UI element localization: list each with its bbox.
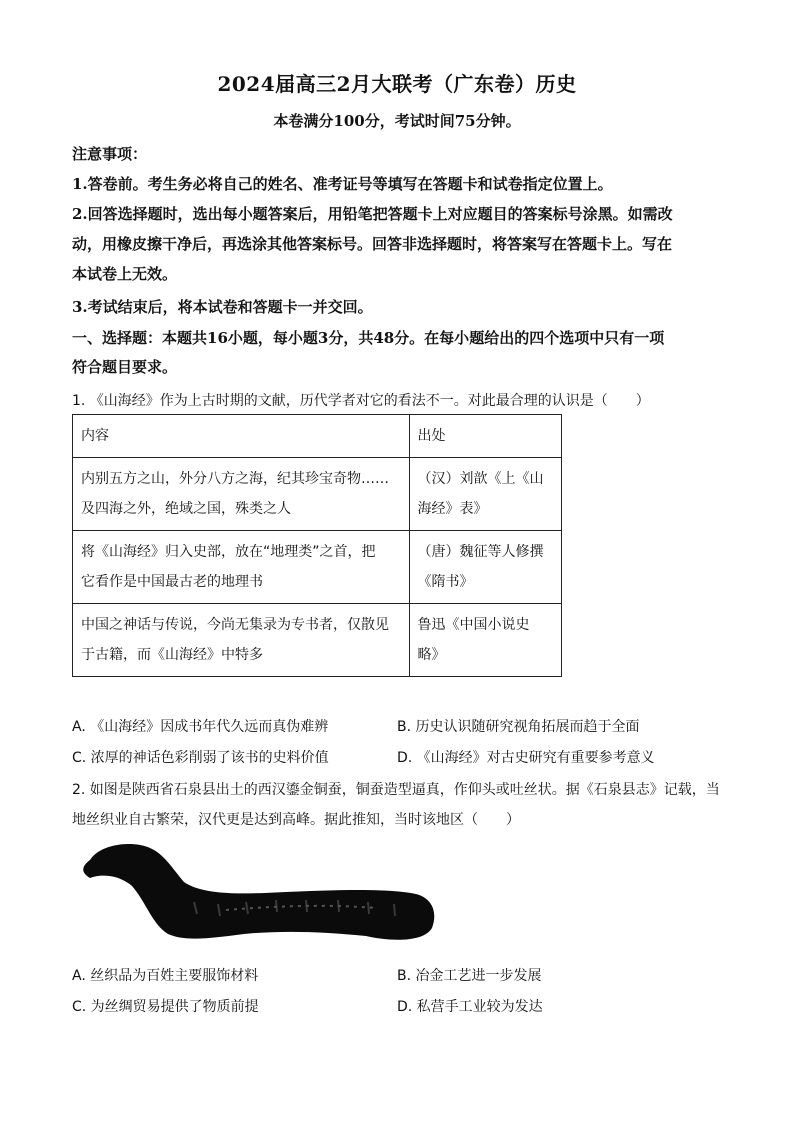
table-header-row <box>73 415 562 458</box>
cell-line: 它看作是中国最古老的地理书 <box>81 574 263 590</box>
table-cell-source <box>409 458 562 531</box>
notes-heading: 注意事项： <box>72 145 148 163</box>
cell-line: 鲁迅《中国小说史 <box>417 617 530 633</box>
page-subtitle: 本卷满分100分，考试时间75分钟。 <box>273 112 521 130</box>
notes-item-2-line-2: 动，用橡皮擦干净后，再选涂其他答案标号。回答非选择题时，将答案写在答题卡上。写在 <box>72 235 673 253</box>
question-1-option-c: C. 浓厚的神话色彩削弱了该书的史料价值 <box>72 750 329 766</box>
cell-line: 于古籍，而《山海经》中特多 <box>81 647 263 663</box>
question-1-option-b: B. 历史认识随研究视角拓展而趋于全面 <box>397 719 640 735</box>
notes-item-1: 1.答卷前。考生务必将自己的姓名、准考证号等填写在答题卡和试卷指定位置上。 <box>72 175 613 193</box>
table-row <box>73 458 562 531</box>
cell-line: 及四海之外，绝域之国，殊类之人 <box>81 501 291 517</box>
cell-line: （汉）刘歆《上《山 <box>417 471 544 487</box>
cell-line: 海经》表》 <box>417 501 488 517</box>
question-2-stem-line-2: 地丝织业自古繁荣，汉代更是达到高峰。据此推知，当时该地区（ ） <box>72 812 520 828</box>
section-heading-line-2: 符合题目要求。 <box>72 358 178 376</box>
cell-line: 中国之神话与传说，今尚无集录为专书者，仅散见 <box>81 617 389 633</box>
cell-line: 略》 <box>417 647 446 663</box>
question-1-stem: 1. 《山海经》作为上古时期的文献，历代学者对它的看法不一。对此最合理的认识是（ ） <box>72 393 650 409</box>
table-header-source: 出处 <box>409 415 562 458</box>
notes-item-3: 3.考试结束后，将本试卷和答题卡一并交回。 <box>72 298 373 316</box>
question-2-option-a: A. 丝织品为百姓主要服饰材料 <box>72 968 259 984</box>
table-header-content: 内容 <box>73 415 410 458</box>
page-title: 2024届高三2月大联考（广东卷）历史 <box>217 72 577 96</box>
question-1-option-d: D. 《山海经》对古史研究有重要参考意义 <box>397 750 655 766</box>
cell-line: 将《山海经》归入史部，放在“地理类”之首，把 <box>81 544 376 560</box>
table-cell-content <box>73 531 410 604</box>
notes-item-2-line-1: 2.回答选择题时，选出每小题答案后，用铅笔把答题卡上对应题目的答案标号涂黑。如需改 <box>72 205 673 223</box>
question-2-option-c: C. 为丝绸贸易提供了物质前提 <box>72 999 259 1015</box>
table-cell-content <box>73 604 410 677</box>
table-row <box>73 531 562 604</box>
cell-line: （唐）魏征等人修撰 <box>417 544 544 560</box>
question-2-stem-line-1: 2. 如图是陕西省石泉县出土的西汉鎏金铜蚕，铜蚕造型逼真，作仰头或吐丝状。据《石泉县志》记载，当 <box>72 782 720 798</box>
question-2-option-d: D. 私营手工业较为发达 <box>397 999 543 1015</box>
silkworm-body <box>83 844 434 940</box>
cell-line: 《隋书》 <box>417 574 474 590</box>
notes-item-2-line-3: 本试卷上无效。 <box>72 265 178 283</box>
question-2-option-b: B. 冶金工艺进一步发展 <box>397 968 542 984</box>
question-1-source-table <box>72 414 562 677</box>
section-heading-line-1: 一、选择题：本题共16小题，每小题3分，共48分。在每小题给出的四个选项中只有一项 <box>72 329 665 347</box>
table-cell-source <box>409 531 562 604</box>
table-row <box>73 604 562 677</box>
gilt-bronze-silkworm-image <box>76 838 438 948</box>
table-cell-source <box>409 604 562 677</box>
cell-line: 内别五方之山，外分八方之海，纪其珍宝奇物…… <box>81 471 389 487</box>
question-1-option-a: A. 《山海经》因成书年代久远而真伪难辨 <box>72 719 329 735</box>
table-cell-content <box>73 458 410 531</box>
